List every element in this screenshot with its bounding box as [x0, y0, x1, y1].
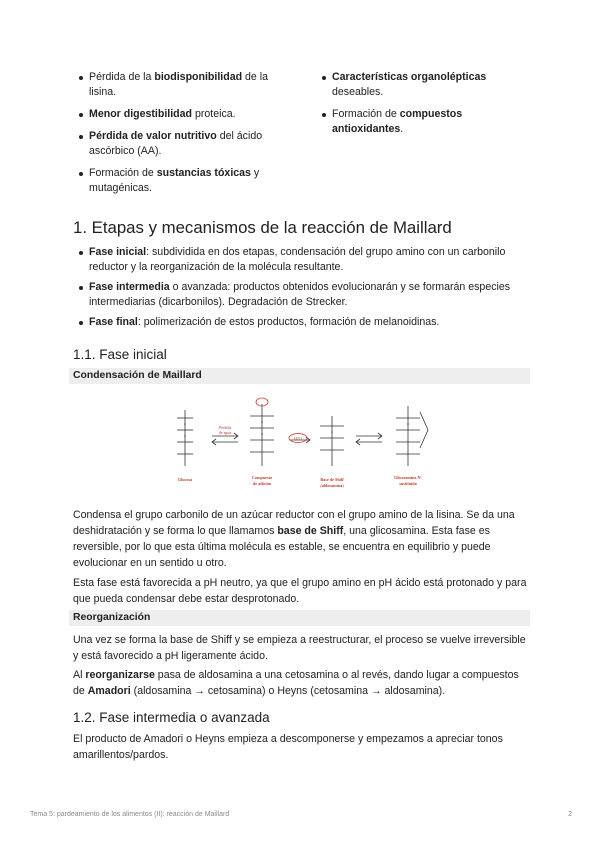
subheading-band-condensacion: Condensación de Maillard: [69, 368, 530, 384]
label-glucosa: Glucosa: [177, 477, 193, 482]
section-1-1-title: 1.1. Fase inicial: [73, 347, 167, 362]
top-bullet-columns: [73, 70, 533, 203]
list-item: Fase final: polimerización de estos productos, formación de melanoidinas.: [73, 315, 533, 330]
list-item: Formación de compuestos antioxidantes.: [316, 107, 531, 137]
list-item: Pérdida de valor nutritivo del ácido ascórbico (AA).: [73, 129, 288, 159]
list-item: Formación de sustancias tóxicas y mutagénicas.: [73, 166, 288, 196]
right-bullet-list: [316, 70, 531, 203]
section-1-title: 1. Etapas y mecanismos de la reacción de Maillard: [73, 218, 452, 237]
list-item: Menor digestibilidad proteica.: [73, 107, 288, 122]
label-glicosamina-2: sustituida: [399, 481, 417, 486]
label-compuesto: Compuesto: [251, 475, 273, 480]
list-item: Fase intermedia o avanzada: productos obtenidos evolucionarán y se formarán especies intermediarias (dicarbonilos). Degradación de Strecker.: [73, 280, 533, 310]
page-footer: Tema 5: pardeamiento de los alimentos (II): reacción de Maillard: [30, 811, 230, 818]
arrow-label-2: de agua: [218, 430, 232, 435]
subheading-band-reorganizacion: Reorganización: [69, 610, 530, 626]
maillard-reaction-figure: [170, 396, 432, 500]
section-1-2-title: 1.2. Fase intermedia o avanzada: [73, 710, 270, 725]
page-number: 2: [568, 811, 572, 818]
label-glicosamina: Glicosamina N-: [394, 475, 422, 480]
paragraph-reorganizacion-2: Al reorganizarse pasa de aldosamina a una cetosamina o al revés, dando lugar a compuestos de Amadori (aldosamina → cetosamina) o Heyns (cetosamina → aldosamina).: [73, 669, 519, 697]
arrow-label: Pérdida: [218, 425, 232, 430]
label-base-shiff: Base de Shiff: [320, 477, 344, 482]
paragraph-intermedia: El producto de Amadori o Heyns empieza a descomponerse y empezamos a apreciar tonos amarillentos/pardos.: [73, 733, 503, 761]
left-bullet-list: [73, 70, 288, 203]
list-item: Fase inicial: subdividida en dos etapas, condensación del grupo amino con un carbonilo reductor y la reorganización de la molécula resultante.: [73, 245, 533, 275]
water-bubble-label: H2O: [294, 436, 302, 441]
label-base-shiff-2: (aldosamina): [320, 483, 344, 488]
paragraph-ph: Esta fase está favorecida a pH neutro, ya que el grupo amino en pH ácido está protonado y para que pueda condensar debe estar desprotonado.: [73, 577, 527, 605]
list-item: Características organolépticas deseables.: [316, 70, 531, 100]
phases-list: [73, 245, 533, 335]
paragraph-reorganizacion-1: Una vez se forma la base de Shiff y se empieza a reestructurar, el proceso se vuelve irreversible y está favorecido a pH ligeramente ácido.: [73, 634, 526, 662]
paragraph-condensa: Condensa el grupo carbonilo de un azúcar reductor con el grupo amino de la lisina. Se da una deshidratación y se forma lo que llamamos base de Shiff, una glicosamina. Esta fase es reversible, por lo que esta última molécula es estable, se encuentra en equilibrio y puede evolucionar en un sentido u otro.: [73, 509, 515, 569]
label-compuesto-2: de adición: [252, 481, 272, 486]
list-item: Pérdida de la biodisponibilidad de la lisina.: [73, 70, 288, 100]
